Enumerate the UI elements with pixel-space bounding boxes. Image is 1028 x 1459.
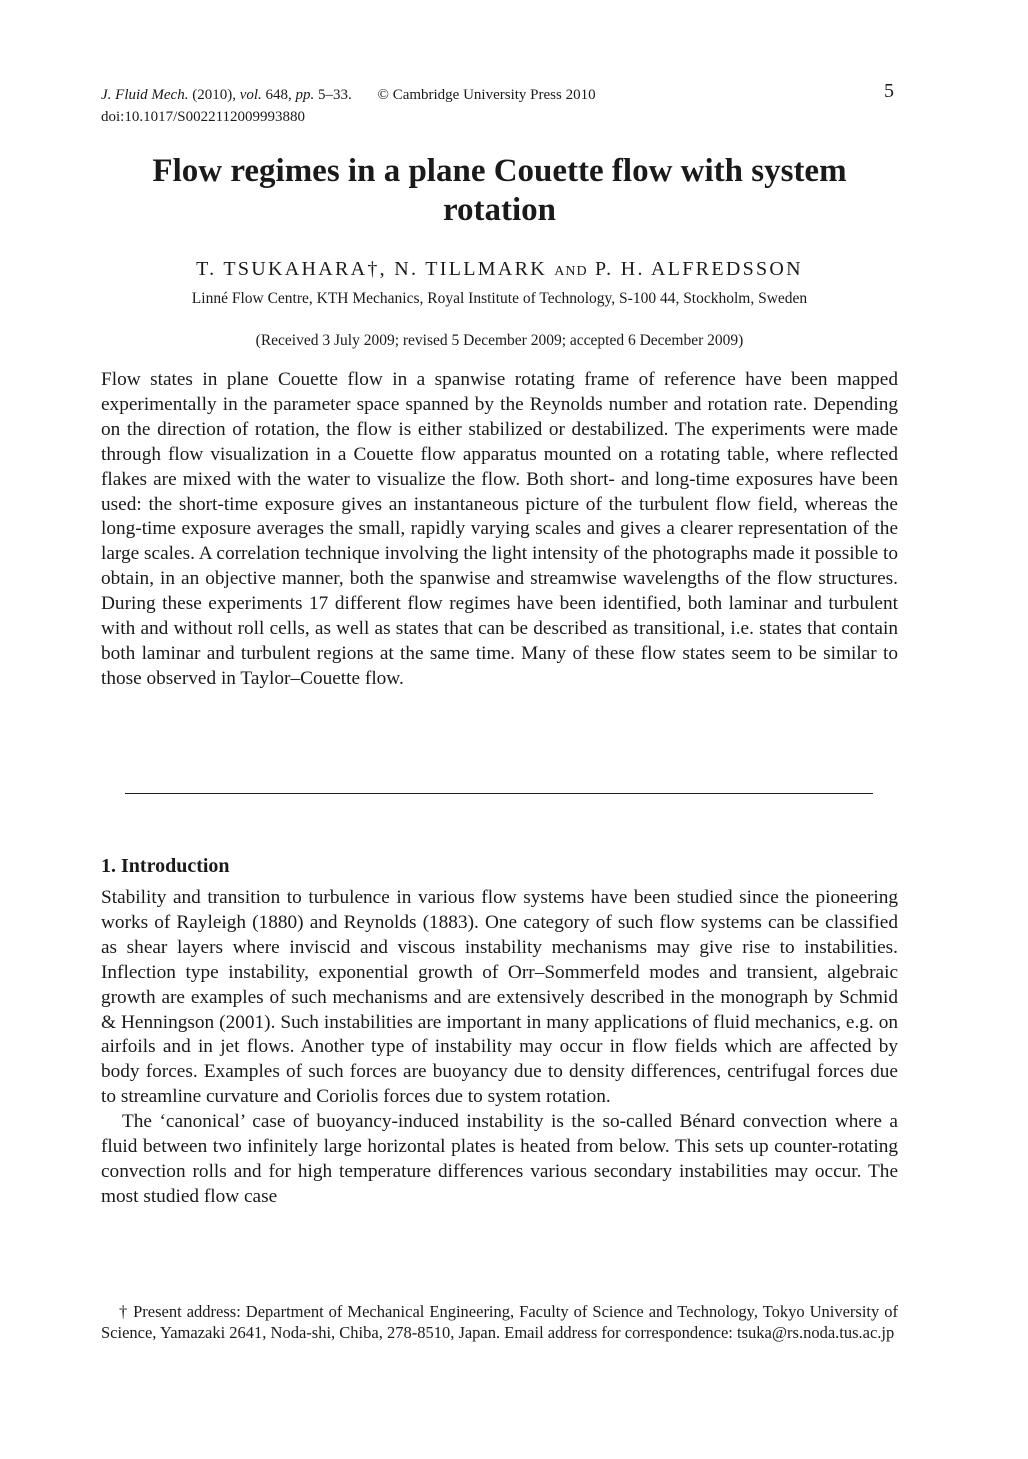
journal-name: J. Fluid Mech. bbox=[101, 87, 189, 103]
doi: doi:10.1017/S0022112009993880 bbox=[101, 109, 306, 125]
page-number: 5 bbox=[884, 80, 894, 102]
footnote: † Present address: Department of Mechanical Engineering, Faculty of Science and Technology, Tokyo University of Science, Yamazaki 2641, Noda-shi, Chiba, 278-8510, Japan. Email address for correspondence: tsuka@rs.noda.tus.ac.jp bbox=[101, 1302, 898, 1342]
paragraph: Stability and transition to turbulence in various flow systems have been studied since the pioneering works of Rayleigh (1880) and Reynolds (1883). One category of such flow systems can be classified as shear layers where inviscid and viscous instability mechanisms may give rise to instabilities. Inflection type instability, exponential growth of Orr–Sommerfeld modes and transient, algebraic growth are examples of such mechanisms and are extensively described in the monograph by Schmid & Henningson (2001). Such instabilities are important in many applications of fluid mechanics, e.g. on airfoils and in jet flows. Another type of instability may occur in flow fields which are affected by body forces. Examples of such forces are buoyancy due to density differences, centrifugal forces due to streamline curvature and Coriolis forces due to system rotation. bbox=[101, 887, 898, 1108]
author-list bbox=[101, 258, 898, 281]
abstract-divider bbox=[125, 793, 873, 794]
abstract: Flow states in plane Couette flow in a spanwise rotating frame of reference have been mapped experimentally in the parameter space spanned by the Reynolds number and rotation rate. Depending on the direction of rotation, the flow is either stabilized or destabilized. The experiments were made through flow visualization in a Couette flow apparatus mounted on a rotating table, where reflected flakes are mixed with the water to visualize the flow. Both short- and long-time exposures have been used: the short-time exposure gives an instantaneous picture of the turbulent flow field, whereas the long-time exposure averages the small, rapidly varying scales and gives a clearer representation of the large scales. A correlation technique involving the light intensity of the photographs made it possible to obtain, in an objective manner, both the spanwise and streamwise wavelengths of the flow structures. During these experiments 17 different flow regimes have been identified, both laminar and turbulent with and without roll cells, as well as states that can be described as transitional, i.e. states that contain both laminar and turbulent regions at the same time. Many of these flow states seem to be similar to those observed in Taylor–Couette flow. bbox=[101, 369, 898, 689]
page-range: 5–33. bbox=[318, 87, 352, 103]
volume-number: 648, bbox=[265, 87, 292, 103]
volume-label: vol. bbox=[239, 87, 262, 103]
paper-title: Flow regimes in a plane Couette flow with system rotation bbox=[152, 153, 847, 228]
affiliation: Linné Flow Centre, KTH Mechanics, Royal Institute of Technology, S-100 44, Stockholm, Sweden bbox=[191, 290, 808, 307]
received-dates: (Received 3 July 2009; revised 5 December 2009; accepted 6 December 2009) bbox=[255, 332, 744, 349]
copyright-notice: © Cambridge University Press 2010 bbox=[377, 87, 596, 103]
running-header bbox=[101, 84, 596, 128]
citation-line bbox=[101, 84, 596, 106]
authors-conjunction: AND bbox=[554, 264, 588, 279]
journal-year: (2010), bbox=[192, 87, 236, 103]
pages-label: pp. bbox=[295, 87, 315, 103]
section-body bbox=[101, 886, 898, 1210]
authors-last: P. H. ALFREDSSON bbox=[594, 258, 803, 280]
authors-first: T. TSUKAHARA†, N. TILLMARK bbox=[196, 258, 547, 280]
paragraph: The ‘canonical’ case of buoyancy-induced instability is the so-called Bénard convection where a fluid between two infinitely large horizontal plates is heated from below. This sets up counter-rotating convection rolls and for high temperature differences various secondary instabilities may occur. The most studied flow case bbox=[101, 1111, 898, 1207]
section-heading: 1. Introduction bbox=[101, 855, 230, 877]
